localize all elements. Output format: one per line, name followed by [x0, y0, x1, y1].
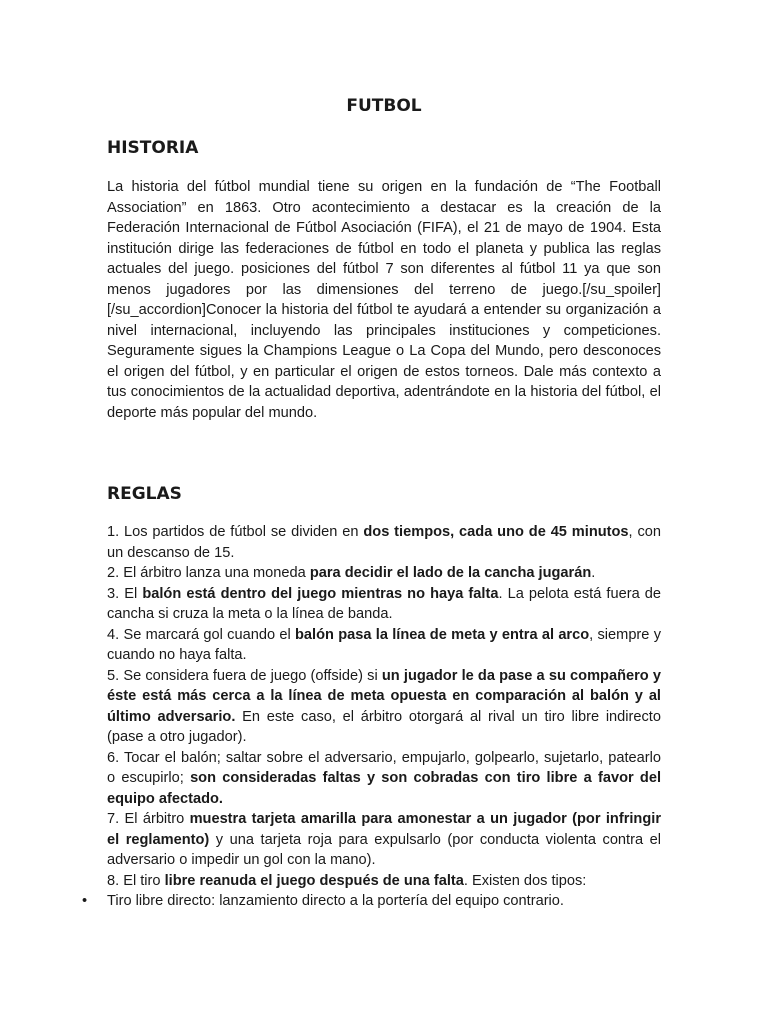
rule-emphasis: balón pasa la línea de meta y entra al arco: [295, 626, 590, 643]
rule-text: . Existen dos tipos:: [463, 872, 587, 889]
rule-item: [107, 625, 661, 666]
bullet-dot-icon: •: [82, 893, 88, 909]
historia-paragraph: La historia del fútbol mundial tiene su origen en la fundación de “The Football Association” en 1863. Otro acontecimiento a destacar es la creación de la Federación Internacional de Fútbol Asociación (FIFA), el 21 de mayo de 1904. Esta institución dirige las federaciones de fútbol en todo el planeta y publica las reglas actuales del juego. posiciones del fútbol 7 son diferentes al fútbol 11 ya que son menos jugadores por las dimensiones del terreno de juego.[/su_spoiler][/su_accordion]Conocer la historia del fútbol te ayudará a entender su organización a nivel internacional, incluyendo las principales instituciones y competiciones. Seguramente sigues la Champions League o La Copa del Mundo, pero desconoces el origen del fútbol, y en particular el origen de estos torneos. Dale más contexto a tus conocimientos de la actualidad deportiva, adentrándote en la historia del fútbol, el deporte más popular del mundo.: [107, 179, 661, 421]
bullet-item: [82, 891, 661, 912]
rule-text: En este caso, el árbitro otorgará al rival un tiro libre indirecto (pase a otro jugador).: [107, 708, 661, 745]
reglas-heading: REGLAS: [107, 484, 182, 504]
rule-item: [107, 809, 661, 871]
document-title: FUTBOL: [346, 96, 422, 116]
rule-text: 3. El: [107, 585, 143, 602]
rule-emphasis: balón está dentro del juego mientras no haya falta: [142, 585, 499, 602]
rule-emphasis: muestra tarjeta amarilla para amonestar a un jugador (por infringir el reglamento): [107, 811, 662, 848]
rule-text: 2. El árbitro lanza una moneda: [107, 565, 310, 581]
rule-text: y una tarjeta roja para expulsarlo (por conducta violenta contra el adversario o impedir un gol con la mano).: [107, 831, 661, 868]
bullet-list: [82, 891, 661, 912]
rule-item: [107, 522, 661, 563]
rule-text: . La pelota está fuera de cancha si cruza la meta o la línea de banda.: [107, 585, 661, 622]
rule-text: 8. El tiro: [107, 872, 165, 889]
reglas-list: [82, 522, 662, 912]
rule-text: , con un descanso de 15.: [107, 524, 661, 561]
rule-text: 6. Tocar el balón; saltar sobre el adversario, empujarlo, golpearlo, sujetarlo, patearlo o escupirlo;: [107, 749, 661, 786]
bullet-text: Tiro libre directo: lanzamiento directo a la portería del equipo contrario.: [107, 893, 564, 909]
rule-emphasis: dos tiempos, cada uno de 45 minutos: [363, 524, 629, 540]
rule-item: [107, 871, 661, 892]
rule-text: 5. Se considera fuera de juego (offside) si: [107, 667, 382, 684]
rule-text: .: [591, 565, 596, 581]
rule-text: 4. Se marcará gol cuando el: [107, 626, 296, 643]
rule-emphasis: son consideradas faltas y son cobradas con tiro libre a favor del equipo afectado.: [107, 770, 661, 807]
rule-text: , siempre y cuando no haya falta.: [107, 626, 661, 663]
rule-emphasis: libre reanuda el juego después de una falta: [164, 872, 464, 889]
rule-text: 7. El árbitro: [107, 811, 190, 827]
rule-item: [107, 563, 661, 584]
rule-emphasis: un jugador le da pase a su compañero y éste está más cerca a la línea de meta opuesta en comparación al balón y al último adversario.: [107, 667, 662, 725]
historia-heading: HISTORIA: [107, 138, 199, 158]
rule-item: [107, 584, 661, 625]
rule-item: [107, 666, 661, 748]
rule-item: [107, 748, 661, 810]
rule-emphasis: para decidir el lado de la cancha jugarán: [309, 565, 592, 581]
rule-text: 1. Los partidos de fútbol se dividen en: [107, 524, 364, 540]
